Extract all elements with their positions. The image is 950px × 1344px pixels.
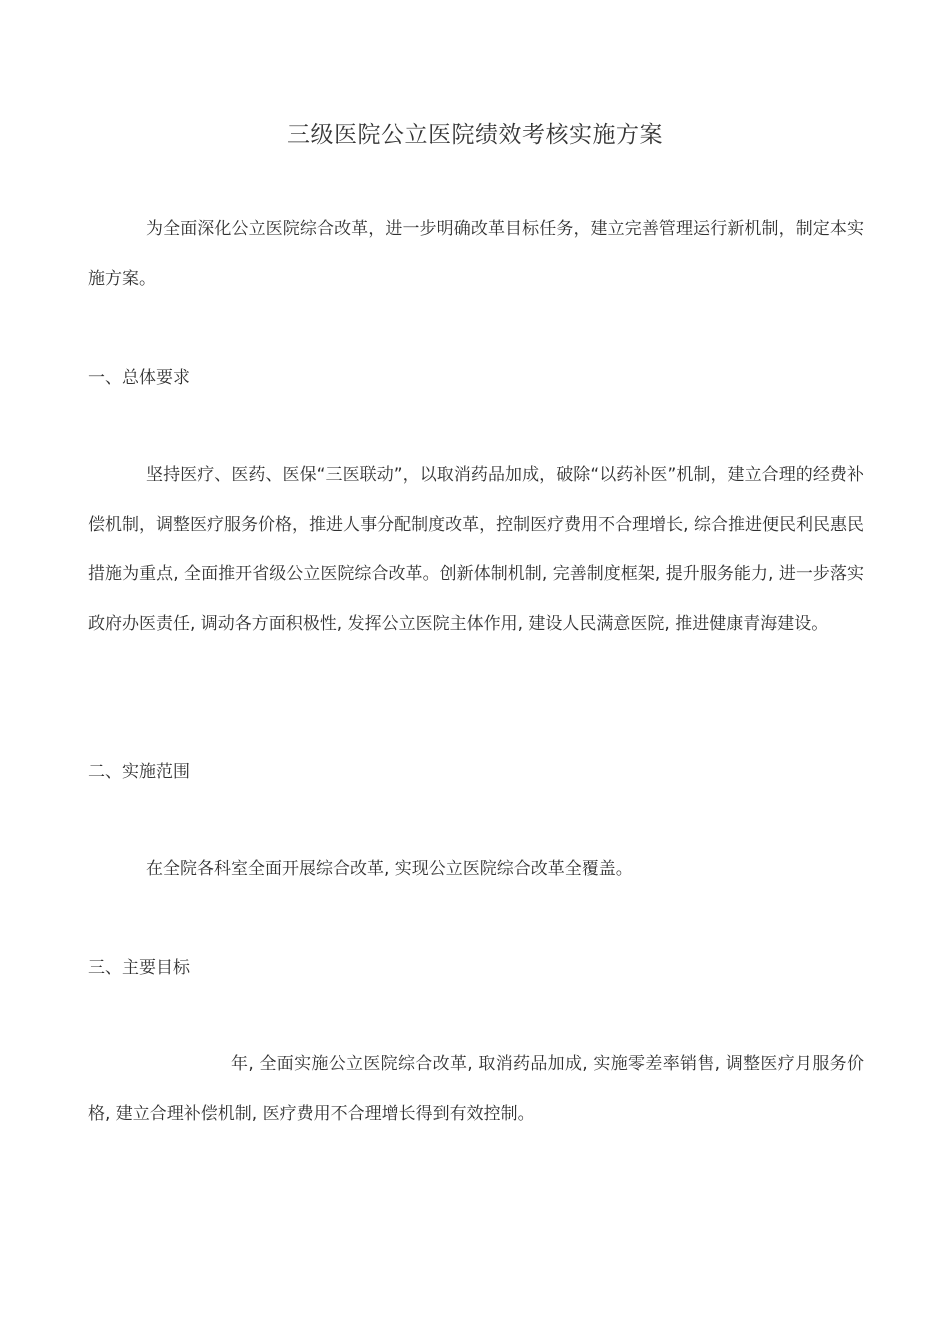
section-heading-scope: 二、实施范围: [88, 762, 190, 782]
section-body-general-requirements: 坚持医疗、医药、医保“三医联动”，以取消药品加成，破除“以药补医”机制，建立合理的经费补偿机制，调整医疗服务价格，推进人事分配制度改革，控制医疗费用不合理增长, 综合推进便民利民惠民措施为重点, 全面推开省级公立医院综合改革。创新体制机制, 完善制度框架, 提升服务能力, 进一步落实政府办医责任, 调动各方面积极性, 发挥公立医院主体作用, 建设人民满意医院, 推进健康青海建设。: [88, 465, 864, 634]
section-heading-general-requirements: 一、总体要求: [88, 368, 190, 388]
intro-paragraph: 为全面深化公立医院综合改革，进一步明确改革目标任务，建立完善管理运行新机制，制定本实施方案。: [88, 219, 864, 289]
section-heading-main-goals: 三、主要目标: [88, 958, 190, 978]
document-title: 三级医院公立医院绩效考核实施方案: [287, 122, 663, 148]
section-body-scope: 在全院各科室全面开展综合改革, 实现公立医院综合改革全覆盖。: [146, 859, 633, 879]
section-body-main-goals: 年, 全面实施公立医院综合改革, 取消药品加成, 实施零差率销售, 调整医疗月服务价格, 建立合理补偿机制, 医疗费用不合理增长得到有效控制。: [88, 1054, 864, 1124]
